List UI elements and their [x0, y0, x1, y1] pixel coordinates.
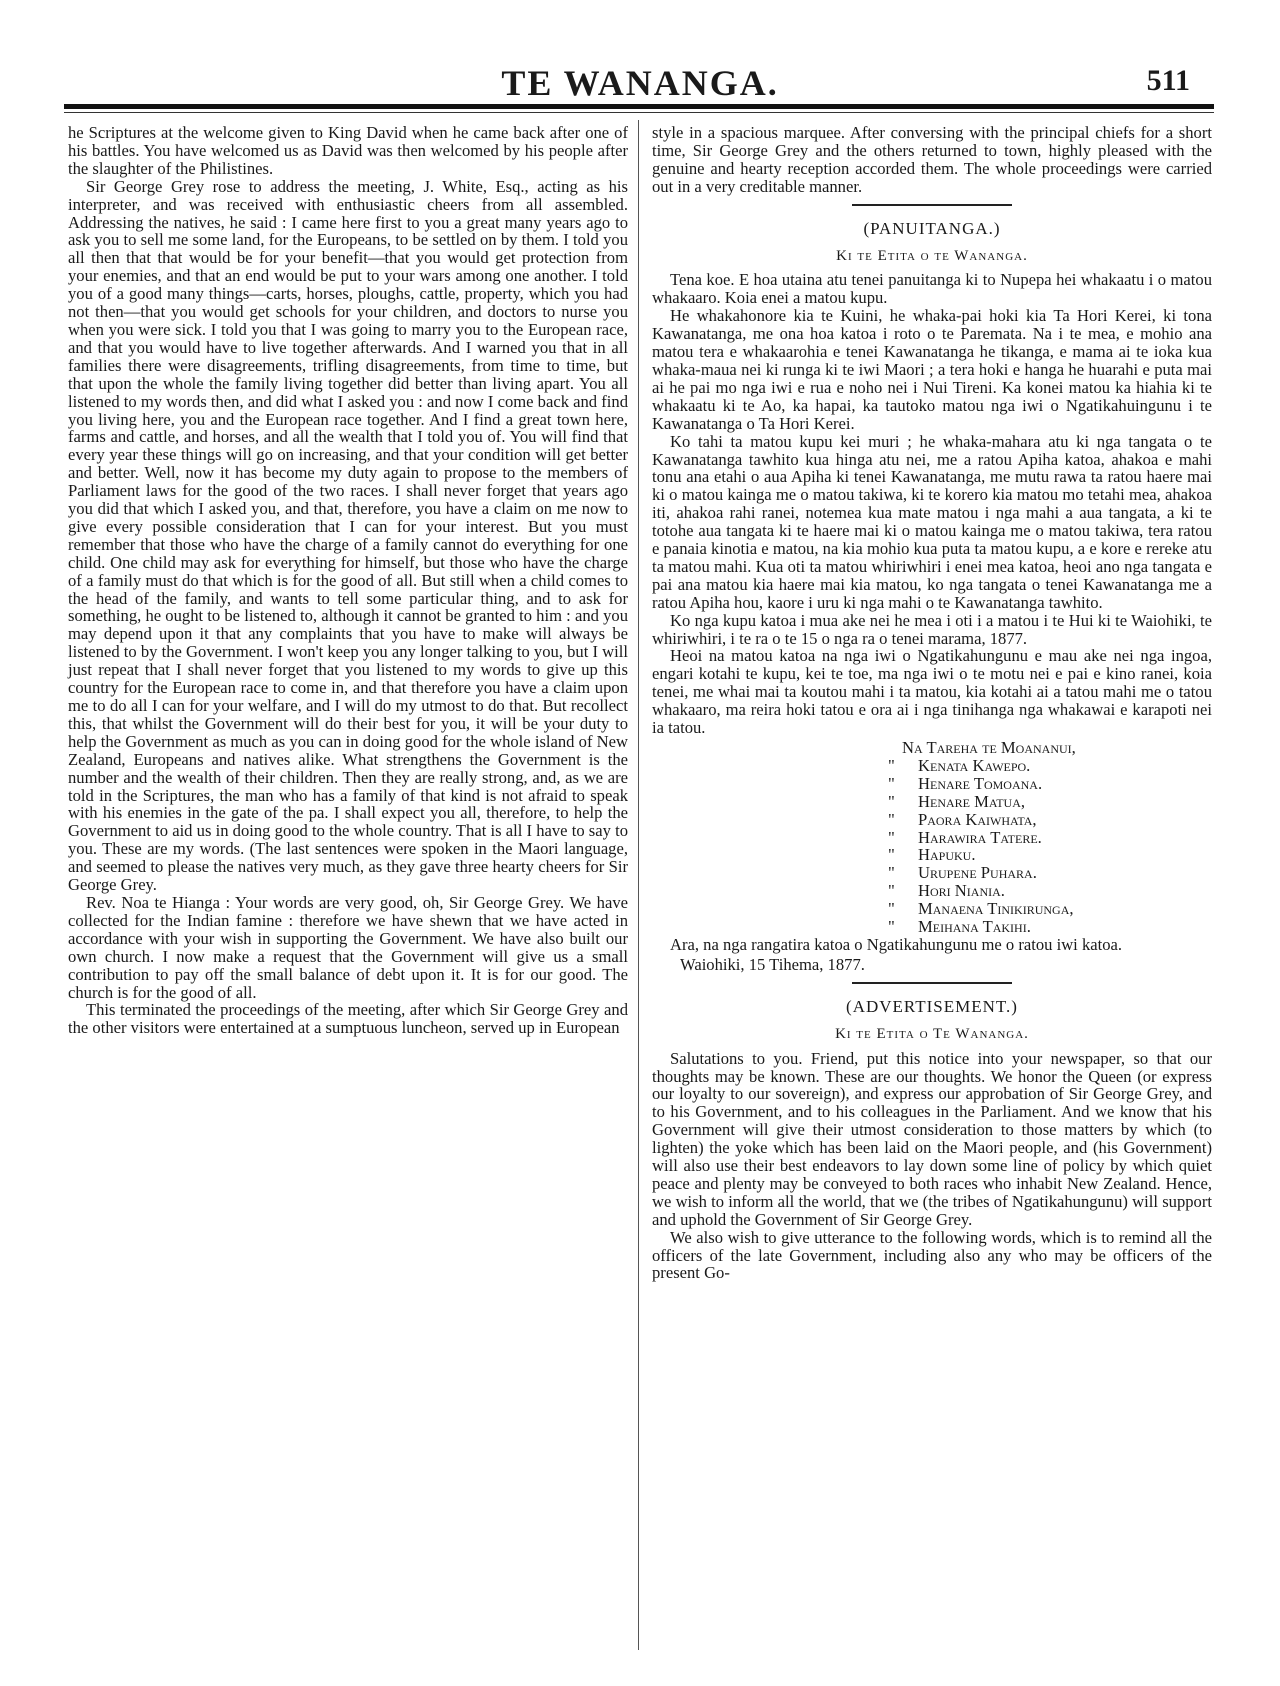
- signatory: " Meihana Takihi.: [888, 917, 1031, 937]
- article-paragraph: This terminated the proceedings of the meeting, after which Sir George Grey and the other visitors were entertained at a sumptuous luncheon, served up in European: [68, 1000, 628, 1038]
- advertisement-paragraph: We also wish to give utterance to the following words, which is to remind all the officers of the late Government, including also any who may be officers of the present Go-: [652, 1227, 1212, 1283]
- signatory: " Paora Kaiwhata,: [888, 809, 1037, 829]
- page-number: 511: [1146, 64, 1190, 97]
- article-paragraph: he Scriptures at the welcome given to King David when he came back after one of his battles. You have welcomed us as David was then welcomed by his people after the slaughter of the Philistines.: [68, 123, 628, 178]
- signatory: " Harawira Tatere.: [888, 827, 1042, 847]
- signatory: " Urupene Puhara.: [888, 863, 1037, 883]
- notice-paragraph: Ko tahi ta matou kupu kei muri ; he whaka-mahara atu ki nga tangata o te Kawanatanga tawhito kua hinga atu nei, me a ratou Apiha katoa, ahakoa e mahi tonu ana etahi o aua Apiha ki tenei Kawanatanga, me mutu rawa ta ratou haere mai ki o matou kainga me o matou takiwa, ki te korero kia matou mo tetahi mea, ahakoa iti, ahakoa rahi ranei, notemea kua mate matou i nga mahi a aua tangata, a ki te totohe aua tangata ki te haere mai ki o matou kainga me o matou takiwa, tera ratou e panaia kinotia e matou, na kia mohio kua puta ta matou kupu, a e kore e rereke atu ta matou mahi. Kua oti ta matou whiriwhiri i enei mea katoa, heoi ano nga tangata e pai ana matou kia haere mai kia matou, ko nga tangata o tenei Kawanatanga me a ratou Apiha hou, kaore i uru ki nga mahi o te Kawanatanga tawhito.: [652, 431, 1212, 612]
- signatory: " Henare Matua,: [888, 791, 1026, 811]
- newspaper-title: TE WANANGA.: [501, 63, 779, 103]
- notice-closing: Ara, na nga rangatira katoa o Ngatikahungunu me o ratou iwi katoa.: [670, 934, 1123, 954]
- notice-title: (PANUITANGA.): [863, 218, 1001, 238]
- signatory-list: [652, 757, 1212, 936]
- article-paragraph: style in a spacious marquee. After conversing with the principal chiefs for a short time, Sir George Grey and the others returned to town, highly pleased with the genuine and hearty reception accorded them. The whole proceedings were carried out in a very creditable manner.: [652, 123, 1212, 196]
- header-rule-thin: [64, 112, 1214, 113]
- section-rule: [852, 982, 1012, 984]
- column-divider: [638, 120, 639, 1650]
- signatory: " Hori Niania.: [888, 881, 1005, 901]
- signatory: " Manaena Tinikirunga,: [888, 899, 1074, 919]
- notice-paragraph: Tena koe. E hoa utaina atu tenei panuitanga ki to Nupepa hei whakaatu i o matou whakaaro. Koia enei a matou kupu.: [652, 270, 1212, 308]
- signature-lead: Na Tareha te Moananui,: [902, 738, 1076, 757]
- section-rule: [852, 204, 1012, 206]
- article-paragraph: Sir George Grey rose to address the meeting, J. White, Esq., acting as his interpreter, and was received with enthusiastic cheers from all assembled. Addressing the natives, he said : I came here first to you a great many years ago to ask you to sell me some land, for the Europeans, to be settled on by them. I told you all then that that would be for your benefit—that you would get protection from your enemies, and that an end would be put to your wars among one another. I told you of a good many things—carts, horses, ploughs, cattle, property, which you had not then—that you would get schools for your children, and doctors to nurse you when you were sick. I told you that I was going to marry you to the European race, and that you would have to live together afterwards. And I warned you that in all families there were disagreements, trifling disagreements, from time to time, but that upon the whole the family living together did better than living apart. You all listened to my words then, and did what I asked you : and now I come back and find you living here, you and the European race together. And I find a great town here, farms and cattle, and horses, and all the wealth that I told you of. You will find that every year these things will go on increasing, and that your condition will get better and better. Well, now it has become my duty again to propose to the members of Parliament laws for the good of the two races. I shall never forget that years ago you did that which I asked you, and that, therefore, you have a claim on me now to give every possible consideration that I can for your interest. But you must remember that those who have the charge of a family cannot do everything for one child. One child may ask for everything for himself, but those who have the charge of a family must do that which is for the good of all. But still when a child comes to the head of the family, and wants to tell some particular thing, and to ask for something, he ought to be listened to, although it cannot be granted to him : and you may depend upon it that any complaints that you have to make will always be listened to by the Government. I won't keep you any longer talking to you, but I will just repeat that I shall never forget that you listened to my words to give up this country for the European race to come in, and that therefore you have a claim upon me to do all I can for your welfare, and I will do my utmost to do that. But recollect this, that whilst the Government will do their best for you, it will be your duty to help the Government as much as you can in doing good for the whole island of New Zealand, Europeans and natives alike. What strengthens the Government is the number and the wealth of their children. Then they are really strong, and, as we are told in the Scriptures, the man who has a family of that kind is not afraid to speak with his enemies in the gate of the pa. I shall expect you all, therefore, to help the Government to aid us in doing good to the whole country. That is all I have to say to you. These are my words. (The last sentences were spoken in the Maori language, and seemed to please the natives very much, as they gave three hearty cheers for Sir George Grey.: [68, 176, 628, 895]
- maori-notice: [652, 220, 1212, 974]
- right-column: [652, 124, 1212, 1282]
- notice-paragraph: Ko nga kupu katoa i mua ake nei he mea i oti i a matou i te Hui ki te Waiohiki, te whiriwhiri, i te ra o te 15 o nga ra o tenei marama, 1877.: [652, 610, 1212, 648]
- signatory: " Kenata Kawepo.: [888, 755, 1031, 775]
- notice-paragraph: He whakahonore kia te Kuini, he whaka-pai hoki kia Ta Hori Kerei, ki tona Kawanatanga, me ona hoa katoa i roto o te Paremata. Na i te mea, e mohio ana matou tera e whakaarohia e tenei Kawanatanga he tikanga, e mama ai te ioka kua whaka-maua nei ki runga ki te iwi Maori ; a tera hoki e hanga he huarahi e puta mai ai he pai mo nga iwi e rua e noho nei i Nui Tireni. Ka konei matou ka hiahia ki te whakaatu ki te Ao, ka hapai, ka tautoko matou nga iwi o Ngatikahuingunu i te Kawanatanga o Ta Hori Kerei.: [652, 306, 1212, 433]
- signatory: " Hapuku.: [888, 845, 976, 865]
- english-advertisement: [652, 998, 1212, 1283]
- place-date: Waiohiki, 15 Tihema, 1877.: [680, 954, 865, 974]
- notice-salutation: Ki te Etita o te Wananga.: [836, 247, 1028, 264]
- advertisement-salutation: Ki te Etita o Te Wananga.: [835, 1025, 1029, 1042]
- article-paragraph: Rev. Noa te Hianga : Your words are very good, oh, Sir George Grey. We have collected for the Indian famine : therefore we have shewn that we have acted in accordance with your wish in supporting the Government. We have also built our own church. I now make a request that the Government will give us a small contribution to pay off the small balance of debt upon it. It is for our good. The church is for the good of all.: [68, 892, 628, 1002]
- advertisement-paragraph: Salutations to you. Friend, put this notice into your newspaper, so that our thoughts may be known. These are our thoughts. We honor the Queen (or express our loyalty to our sovereign), and express our approbation of Sir George Grey, and to his Government, and to his colleagues in the Parliament. And we know that his Government will give their utmost consideration to those matters by which (to lighten) the yoke which has been laid on the Maori people, and (his Government) will also use their best endeavors to lay down some line of policy by which quiet peace and plenty may be conveyed to both races who inhabit New Zealand. Hence, we wish to inform all the world, that we (the tribes of Ngatikahungunu) will support and uphold the Government of Sir George Grey.: [652, 1048, 1212, 1229]
- notice-paragraph: Heoi na matou katoa na nga iwi o Ngatikahungunu e mau ake nei nga ingoa, engari kotahi te kupu, kei te toe, ma nga iwi o te motu nei e pai e kino ranei, koia tenei, me whai mai ta koutou mahi i ta matou, kia kotahi ai a tatou mahi me o tatou whakaaro, ma reira hoki tatou e ora ai i nga tinihanga nga whakawai e karapoti nei ia tatou.: [652, 646, 1212, 738]
- header-rule: [64, 104, 1214, 109]
- left-column: [68, 124, 628, 1037]
- signatory: " Henare Tomoana.: [888, 773, 1043, 793]
- advertisement-title: (ADVERTISEMENT.): [846, 996, 1018, 1016]
